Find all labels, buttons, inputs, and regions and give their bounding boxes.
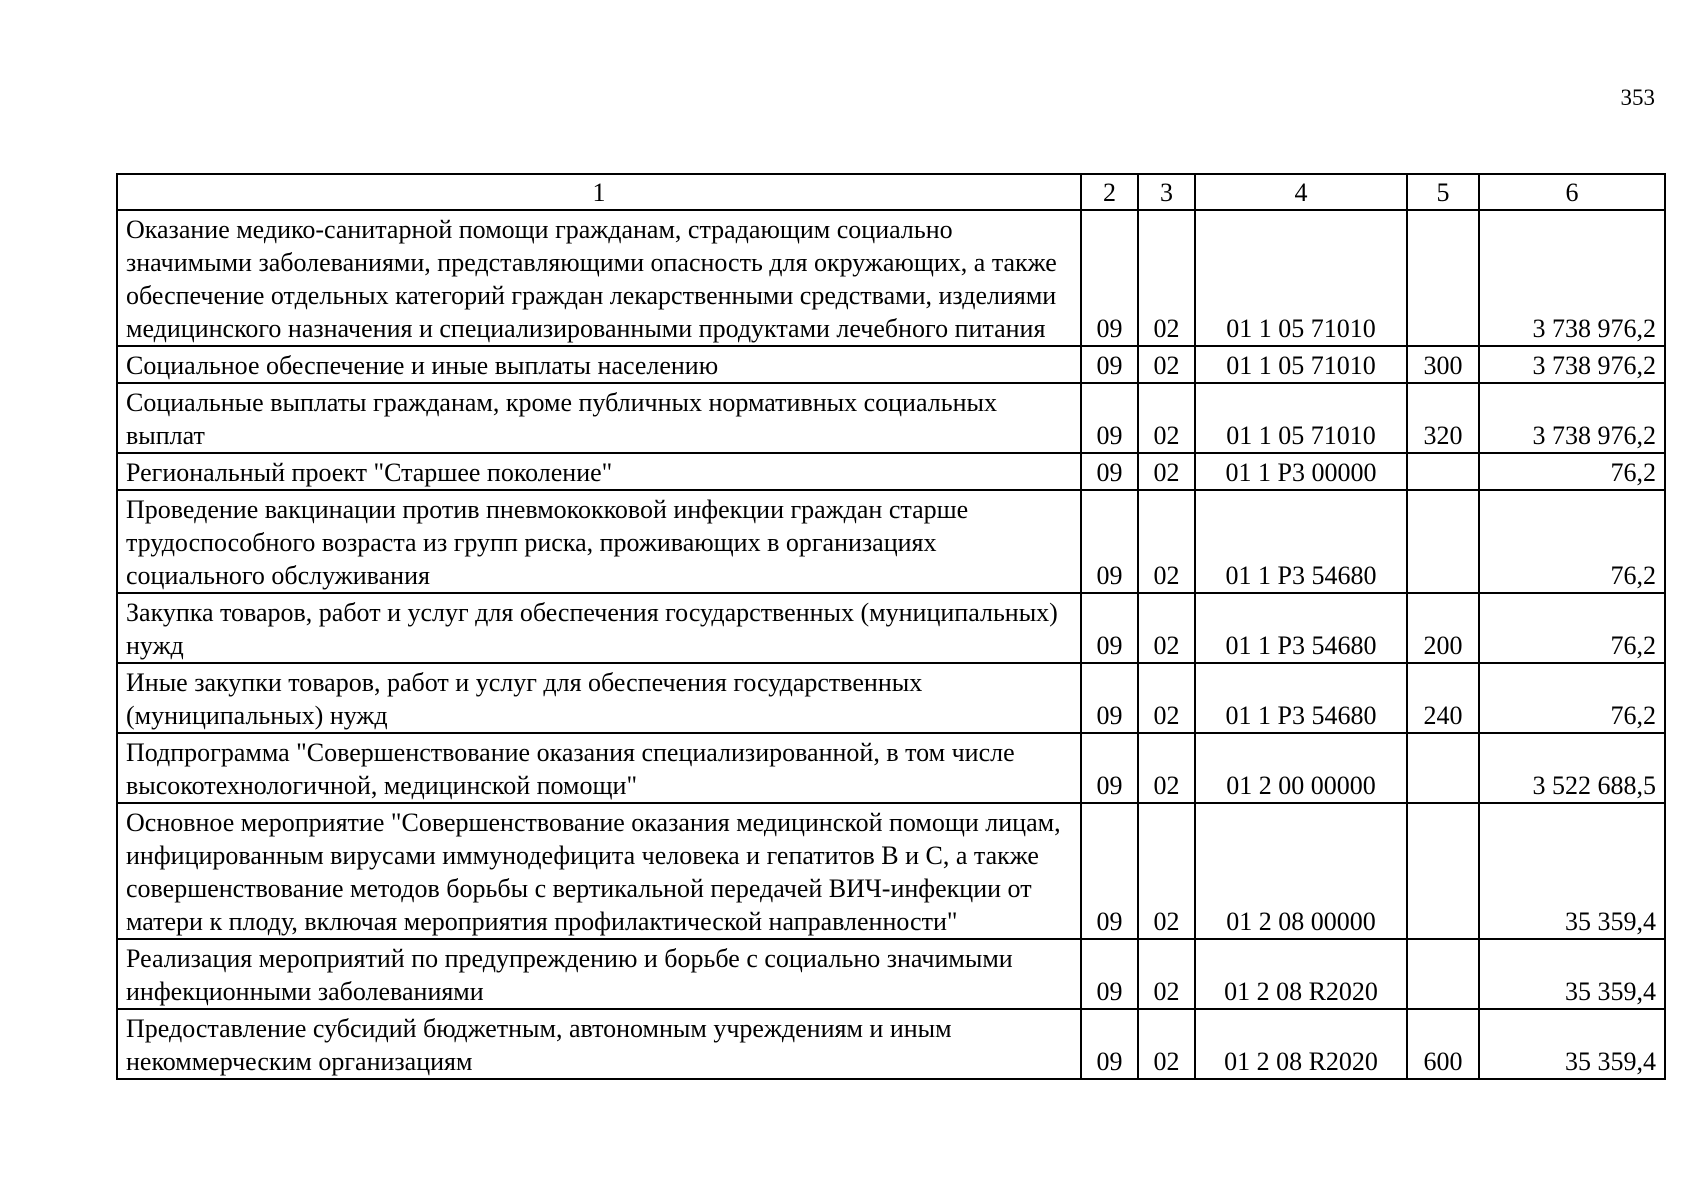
table-row [117, 803, 1665, 939]
row-expense-type: 320 [1407, 383, 1479, 453]
row-section: 09 [1081, 383, 1138, 453]
row-amount: 76,2 [1479, 490, 1665, 593]
row-expense-type: 240 [1407, 663, 1479, 733]
row-expense-type [1407, 453, 1479, 490]
row-expense-type: 200 [1407, 593, 1479, 663]
row-expense-type [1407, 939, 1479, 1009]
row-subsection: 02 [1138, 593, 1195, 663]
row-name: Социальное обеспечение и иные выплаты населению [117, 346, 1081, 383]
row-target-code: 01 1 05 71010 [1195, 210, 1407, 346]
row-name: Оказание медико-санитарной помощи гражданам, страдающим социально значимыми заболеваниями, представляющими опасность для окружающих, а также обеспечение отдельных категорий граждан лекарственными средствами, изделиями медицинского назначения и специализированными продуктами лечебного питания [117, 210, 1081, 346]
header-cell-2: 2 [1081, 174, 1138, 210]
row-subsection: 02 [1138, 733, 1195, 803]
table-row [117, 939, 1665, 1009]
row-name: Подпрограмма "Совершенствование оказания специализированной, в том числе высокотехнологичной, медицинской помощи" [117, 733, 1081, 803]
row-section: 09 [1081, 1009, 1138, 1079]
row-target-code: 01 1 Р3 54680 [1195, 593, 1407, 663]
row-amount: 35 359,4 [1479, 939, 1665, 1009]
row-expense-type [1407, 803, 1479, 939]
row-amount: 3 738 976,2 [1479, 210, 1665, 346]
header-cell-1: 1 [117, 174, 1081, 210]
row-section: 09 [1081, 803, 1138, 939]
row-expense-type: 600 [1407, 1009, 1479, 1079]
row-name: Социальные выплаты гражданам, кроме публичных нормативных социальных выплат [117, 383, 1081, 453]
row-amount: 3 738 976,2 [1479, 383, 1665, 453]
row-name: Региональный проект "Старшее поколение" [117, 453, 1081, 490]
row-target-code: 01 2 08 R2020 [1195, 939, 1407, 1009]
table-row [117, 453, 1665, 490]
row-section: 09 [1081, 210, 1138, 346]
row-subsection: 02 [1138, 1009, 1195, 1079]
row-expense-type: 300 [1407, 346, 1479, 383]
header-cell-4: 4 [1195, 174, 1407, 210]
row-amount: 35 359,4 [1479, 1009, 1665, 1079]
row-subsection: 02 [1138, 383, 1195, 453]
row-name: Предоставление субсидий бюджетным, автономным учреждениям и иным некоммерческим организациям [117, 1009, 1081, 1079]
row-name: Иные закупки товаров, работ и услуг для обеспечения государственных (муниципальных) нужд [117, 663, 1081, 733]
row-target-code: 01 1 05 71010 [1195, 346, 1407, 383]
table-row [117, 490, 1665, 593]
row-amount: 76,2 [1479, 663, 1665, 733]
table-row [117, 663, 1665, 733]
row-subsection: 02 [1138, 803, 1195, 939]
row-section: 09 [1081, 346, 1138, 383]
row-target-code: 01 1 Р3 54680 [1195, 490, 1407, 593]
row-name: Реализация мероприятий по предупреждению и борьбе с социально значимыми инфекционными заболеваниями [117, 939, 1081, 1009]
table-row [117, 383, 1665, 453]
row-name: Основное мероприятие "Совершенствование оказания медицинской помощи лицам, инфицированным вирусами иммунодефицита человека и гепатитов В и С, а также совершенствование методов борьбы с вертикальной передачей ВИЧ-инфекции от матери к плоду, включая мероприятия профилактической направленности" [117, 803, 1081, 939]
row-name: Проведение вакцинации против пневмококковой инфекции граждан старше трудоспособного возраста из групп риска, проживающих в организациях социального обслуживания [117, 490, 1081, 593]
row-amount: 76,2 [1479, 453, 1665, 490]
row-amount: 76,2 [1479, 593, 1665, 663]
row-amount: 3 522 688,5 [1479, 733, 1665, 803]
row-amount: 35 359,4 [1479, 803, 1665, 939]
header-cell-6: 6 [1479, 174, 1665, 210]
row-subsection: 02 [1138, 453, 1195, 490]
row-target-code: 01 2 08 00000 [1195, 803, 1407, 939]
row-section: 09 [1081, 490, 1138, 593]
row-section: 09 [1081, 663, 1138, 733]
row-subsection: 02 [1138, 346, 1195, 383]
page-number: 353 [1620, 85, 1655, 110]
row-section: 09 [1081, 593, 1138, 663]
row-section: 09 [1081, 733, 1138, 803]
budget-table [116, 173, 1666, 1080]
table-header-row [117, 174, 1665, 210]
table-row [117, 1009, 1665, 1079]
table-row [117, 346, 1665, 383]
header-cell-3: 3 [1138, 174, 1195, 210]
row-target-code: 01 1 05 71010 [1195, 383, 1407, 453]
table-row [117, 593, 1665, 663]
row-subsection: 02 [1138, 939, 1195, 1009]
row-subsection: 02 [1138, 663, 1195, 733]
row-expense-type [1407, 210, 1479, 346]
row-subsection: 02 [1138, 210, 1195, 346]
row-section: 09 [1081, 453, 1138, 490]
header-cell-5: 5 [1407, 174, 1479, 210]
row-section: 09 [1081, 939, 1138, 1009]
row-target-code: 01 2 08 R2020 [1195, 1009, 1407, 1079]
row-target-code: 01 1 Р3 54680 [1195, 663, 1407, 733]
table-row [117, 210, 1665, 346]
row-target-code: 01 1 Р3 00000 [1195, 453, 1407, 490]
row-name: Закупка товаров, работ и услуг для обеспечения государственных (муниципальных) нужд [117, 593, 1081, 663]
row-expense-type [1407, 490, 1479, 593]
row-subsection: 02 [1138, 490, 1195, 593]
table-row [117, 733, 1665, 803]
row-amount: 3 738 976,2 [1479, 346, 1665, 383]
row-expense-type [1407, 733, 1479, 803]
row-target-code: 01 2 00 00000 [1195, 733, 1407, 803]
